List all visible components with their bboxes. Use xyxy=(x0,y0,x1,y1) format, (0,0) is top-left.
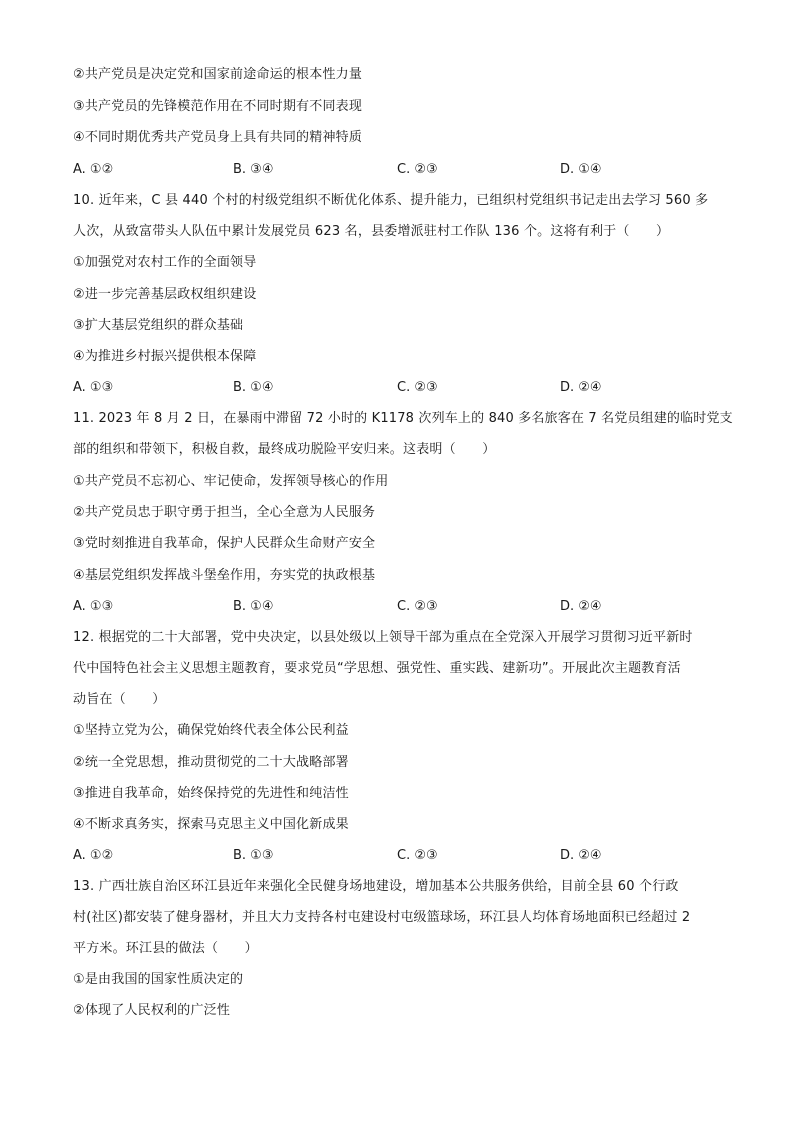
q12-stem-line-1: 12. 根据党的二十大部署，党中央决定，以县处级以上领导干部为重点在全党深入开展学习贯彻习近平新时 xyxy=(73,630,693,645)
q13-stem-line-3: 平方米。环江县的做法（ ） xyxy=(73,941,258,956)
q10-item-1: ①加强党对农村工作的全面领导 xyxy=(73,255,257,270)
q10-item-4: ④为推进乡村振兴提供根本保障 xyxy=(73,349,257,364)
q13-item-1: ①是由我国的国家性质决定的 xyxy=(73,972,244,987)
q12-stem-line-3: 动旨在（ ） xyxy=(73,692,166,707)
q11-stem-line-2: 部的组织和带领下，积极自救，最终成功脱险平安归来。这表明（ ） xyxy=(73,442,496,457)
q11-item-2: ②共产党员忠于职守勇于担当，全心全意为人民服务 xyxy=(73,505,376,520)
q13-stem-line-2: 村(社区)都安装了健身器材，并且大力支持各村屯建设村屯级篮球场，环江县人均体育场地面积已经超过 2 xyxy=(73,910,691,925)
q9-option-a: A. ①② xyxy=(73,162,114,177)
q9-item-4: ④不同时期优秀共产党员身上具有共同的精神特质 xyxy=(73,130,363,145)
q9-options xyxy=(73,161,733,179)
q12-option-d: D. ②④ xyxy=(560,848,602,863)
q10-option-a: A. ①③ xyxy=(73,380,114,395)
q13-item-2: ②体现了人民权利的广泛性 xyxy=(73,1003,231,1018)
q11-option-a: A. ①③ xyxy=(73,599,114,614)
q13-stem-line-1: 13. 广西壮族自治区环江县近年来强化全民健身场地建设，增加基本公共服务供给，目前全县 60 个行政 xyxy=(73,879,679,894)
q11-option-c: C. ②③ xyxy=(397,599,438,614)
q10-stem-line-1: 10. 近年来，C 县 440 个村的村级党组织不断优化体系、提升能力，已组织村党组织书记走出去学习 560 多 xyxy=(73,193,709,208)
q11-option-d: D. ②④ xyxy=(560,599,602,614)
q11-option-b: B. ①④ xyxy=(233,599,274,614)
q11-item-4: ④基层党组织发挥战斗堡垒作用，夯实党的执政根基 xyxy=(73,568,376,583)
q10-option-b: B. ①④ xyxy=(233,380,274,395)
q12-options xyxy=(73,847,733,865)
q10-stem-line-2: 人次，从致富带头人队伍中累计发展党员 623 名，县委增派驻村工作队 136 个。这将有利于（ ） xyxy=(73,224,670,239)
q12-item-1: ①坚持立党为公，确保党始终代表全体公民利益 xyxy=(73,723,349,738)
q11-item-3: ③党时刻推进自我革命，保护人民群众生命财产安全 xyxy=(73,536,376,551)
q10-option-c: C. ②③ xyxy=(397,380,438,395)
q9-option-d: D. ①④ xyxy=(560,162,602,177)
q12-item-2: ②统一全党思想，推动贯彻党的二十大战略部署 xyxy=(73,755,349,770)
q11-item-1: ①共产党员不忘初心、牢记使命，发挥领导核心的作用 xyxy=(73,474,389,489)
q10-option-d: D. ②④ xyxy=(560,380,602,395)
q12-option-c: C. ②③ xyxy=(397,848,438,863)
q9-item-2: ②共产党员是决定党和国家前途命运的根本性力量 xyxy=(73,67,363,82)
q12-stem-line-2: 代中国特色社会主义思想主题教育，要求党员“学思想、强党性、重实践、建新功”。开展此次主题教育活 xyxy=(73,661,681,676)
q9-item-3: ③共产党员的先锋模范作用在不同时期有不同表现 xyxy=(73,99,363,114)
q12-item-3: ③推进自我革命，始终保持党的先进性和纯洁性 xyxy=(73,786,349,801)
q9-option-b: B. ③④ xyxy=(233,162,274,177)
q12-option-b: B. ①③ xyxy=(233,848,274,863)
q11-options xyxy=(73,598,733,616)
q12-option-a: A. ①② xyxy=(73,848,114,863)
q11-stem-line-1: 11. 2023 年 8 月 2 日，在暴雨中滞留 72 小时的 K1178 次列车上的 840 多名旅客在 7 名党员组建的临时党支 xyxy=(73,411,733,426)
q10-item-3: ③扩大基层党组织的群众基础 xyxy=(73,318,244,333)
q12-item-4: ④不断求真务实，探索马克思主义中国化新成果 xyxy=(73,817,349,832)
q10-options xyxy=(73,379,733,397)
q9-option-c: C. ②③ xyxy=(397,162,438,177)
q10-item-2: ②进一步完善基层政权组织建设 xyxy=(73,287,257,302)
